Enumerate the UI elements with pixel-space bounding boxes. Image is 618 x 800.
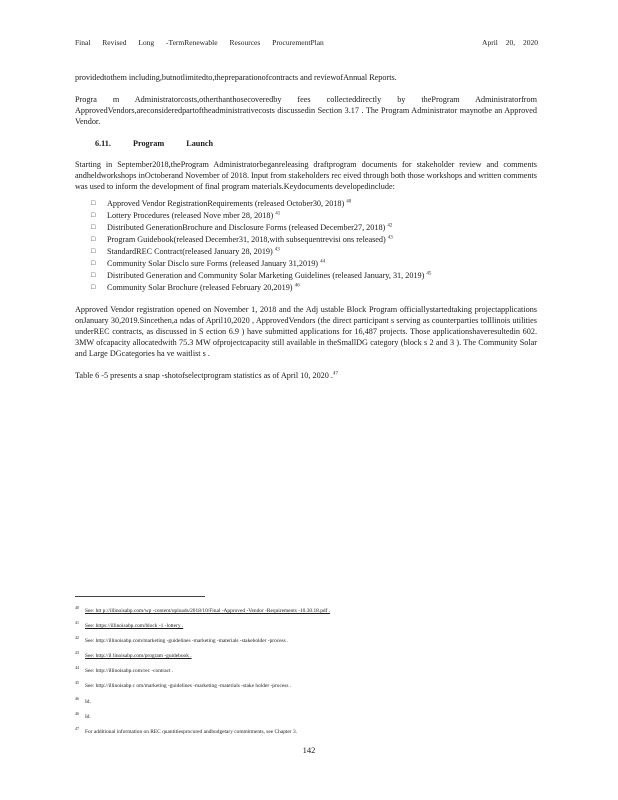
running-header [75, 38, 538, 47]
footnote-ref[interactable]: 44 [320, 259, 326, 265]
footnote-ref[interactable]: 45 [426, 271, 432, 277]
footnote-ref[interactable]: 41 [275, 211, 281, 217]
list-item-text: Distributed Generation and Community Solar Marketing Guidelines (released January, 31, 2019) [107, 271, 425, 280]
list-item [75, 234, 537, 245]
bullet-icon: □ [91, 247, 96, 255]
footnote-link[interactable]: See: https://illinoisabp.com/block -1 -lottery . [85, 622, 184, 629]
footnote-number: 43 [75, 650, 79, 656]
list-item-text: Community Solar Disclo sure Forms (released January 31,2019) [107, 259, 319, 268]
list-item [75, 210, 537, 221]
footnote-ref[interactable]: 47 [332, 371, 338, 377]
paragraph-continued: providedtothem including,butnotlimitedto,thepreparationofcontracts and reviewofAnnual Reports. [75, 73, 397, 82]
footnote-ref[interactable]: 40 [346, 199, 352, 205]
footnote-ref[interactable]: 42 [387, 223, 393, 229]
bullet-icon: □ [91, 235, 96, 243]
footnote-ref[interactable]: 46 [294, 283, 300, 289]
footnote-link[interactable]: See: http://illinoisabp.com/rec -contract . [85, 668, 174, 675]
footnote [75, 723, 545, 738]
paragraph-program-launch: Starting in September2018,theProgram Administratorbeganreleasing draftprogram documents for stakeholder review and comments andheldworkshops inOctoberand November of 2018. Input from stakeholders rec eived through both those workshops and written comments was used to inform the development of final program materials.Keydocuments developedinclude: [75, 160, 537, 191]
paragraph-vendor-registration: Approved Vendor registration opened on November 1, 2018 and the Adj ustable Block Program officiallystartedtaking projectapplications onJanuary 30,2019.Sincethen,a ndas of April10,2020 , ApprovedVendors (the direct participant s serving as counterparties toIllinois utilities underREC contracts, as discussed in S ection 6.9 ) have submitted applications for 16,487 projects. Those applicationshaveresultedin 602. 3MW ofcapacity allocatedwith 75.3 MW ofprojectcapacity still available in theSmallDG category (block s 2 and 3 ). The Community Solar and Large DGcategories ha ve waitlist s . [75, 305, 537, 358]
footnote-number: 47 [75, 725, 79, 731]
footnote [75, 662, 545, 677]
footnotes [75, 602, 545, 738]
footnote-number: 46 [75, 695, 79, 701]
page-number: 142 [302, 745, 316, 755]
bullet-icon: □ [91, 259, 96, 267]
footnote [75, 617, 545, 632]
body-text [75, 72, 537, 392]
list-item-text: Approved Vendor RegistrationRequirements (released October30, 2018) [107, 199, 345, 208]
footnote-link[interactable]: See: http://il linoisabp.com/program -guidebook . [85, 653, 192, 660]
footnote-number: 40 [75, 605, 79, 610]
bullet-icon: □ [91, 223, 96, 231]
footnote-separator [75, 596, 205, 597]
list-item [75, 246, 537, 257]
footnote [75, 693, 545, 708]
list-item-text: Program Guidebook(released December31, 2018,with subsequentrevisi ons released) [107, 235, 386, 244]
list-item-text: StandardREC Contract(released January 28, 2019) [107, 247, 273, 256]
footnote-number: 42 [75, 635, 79, 641]
footnote-number: 45 [75, 680, 79, 686]
bullet-icon: □ [91, 271, 96, 279]
bullet-icon: □ [91, 199, 96, 207]
footnote-ref[interactable]: 43 [387, 235, 393, 241]
list-item [75, 270, 537, 281]
footnote [75, 677, 545, 692]
footnote-number: 41 [75, 620, 79, 626]
footnote [75, 647, 545, 662]
footnote [75, 708, 545, 723]
paragraph-table-ref [75, 370, 537, 381]
footnote-ref[interactable]: 43 [274, 247, 280, 253]
list-item [75, 198, 537, 209]
section-heading: 6.11. Program Launch [95, 139, 214, 148]
list-item [75, 222, 537, 233]
bullet-icon: □ [91, 211, 96, 219]
paragraph-admin-costs: Progra m Administratorcosts,otherthanthosecoveredby fees collecteddirectly by theProgram Administratorfrom ApprovedVendors,areconsideredpartoftheadministrativecosts discussedin Section 3.17 . The Program Administrator maynotbe an Approved Vendor. [75, 95, 537, 126]
list-item-text: Distributed GenerationBrochure and Disclosure Forms (released December27, 2018) [107, 223, 386, 232]
list-item-text: Lottery Procedures (released Nove mber 28, 2018) [107, 211, 274, 220]
footnote-link[interactable]: See: http://illinoisabp.com/marketing -guidelines -marketing -materials -stakeholder -process . [85, 637, 289, 644]
footnote-link[interactable]: See: http://illinoisabp.c om/marketing -guidelines -marketing -materials -stake holder -process . [85, 683, 292, 690]
header-title: Final Revised Long -TermRenewable Resources ProcurementPlan [75, 38, 324, 47]
footnote [75, 632, 545, 647]
header-date: April 20, 2020 [482, 38, 538, 47]
footnote [75, 602, 545, 617]
footnote-number: 46 [75, 710, 79, 716]
bullet-icon: □ [91, 283, 96, 291]
list-item [75, 258, 537, 269]
table-ref-text: Table 6 -5 presents a snap -shotofselectprogram statistics as of April 10, 2020 . [75, 371, 333, 380]
footnote-link[interactable]: See: htt p://illinoisabp.com/wp -content/uploads/2018/10/Final -Approved -Vendor -Requirements -10.30.18.pdf . [85, 607, 331, 614]
footnote-text: Id. [85, 698, 91, 705]
footnote-number: 44 [75, 665, 79, 671]
key-documents-list [75, 198, 537, 293]
list-item-text: Community Solar Brochure (released February 20,2019) [107, 283, 293, 292]
footnote-text: For additional information on REC quantitiesprocured andbudgetary commitments, see Chapter 3. [85, 728, 297, 735]
list-item [75, 282, 537, 293]
footnote-text: Id. [85, 713, 91, 720]
